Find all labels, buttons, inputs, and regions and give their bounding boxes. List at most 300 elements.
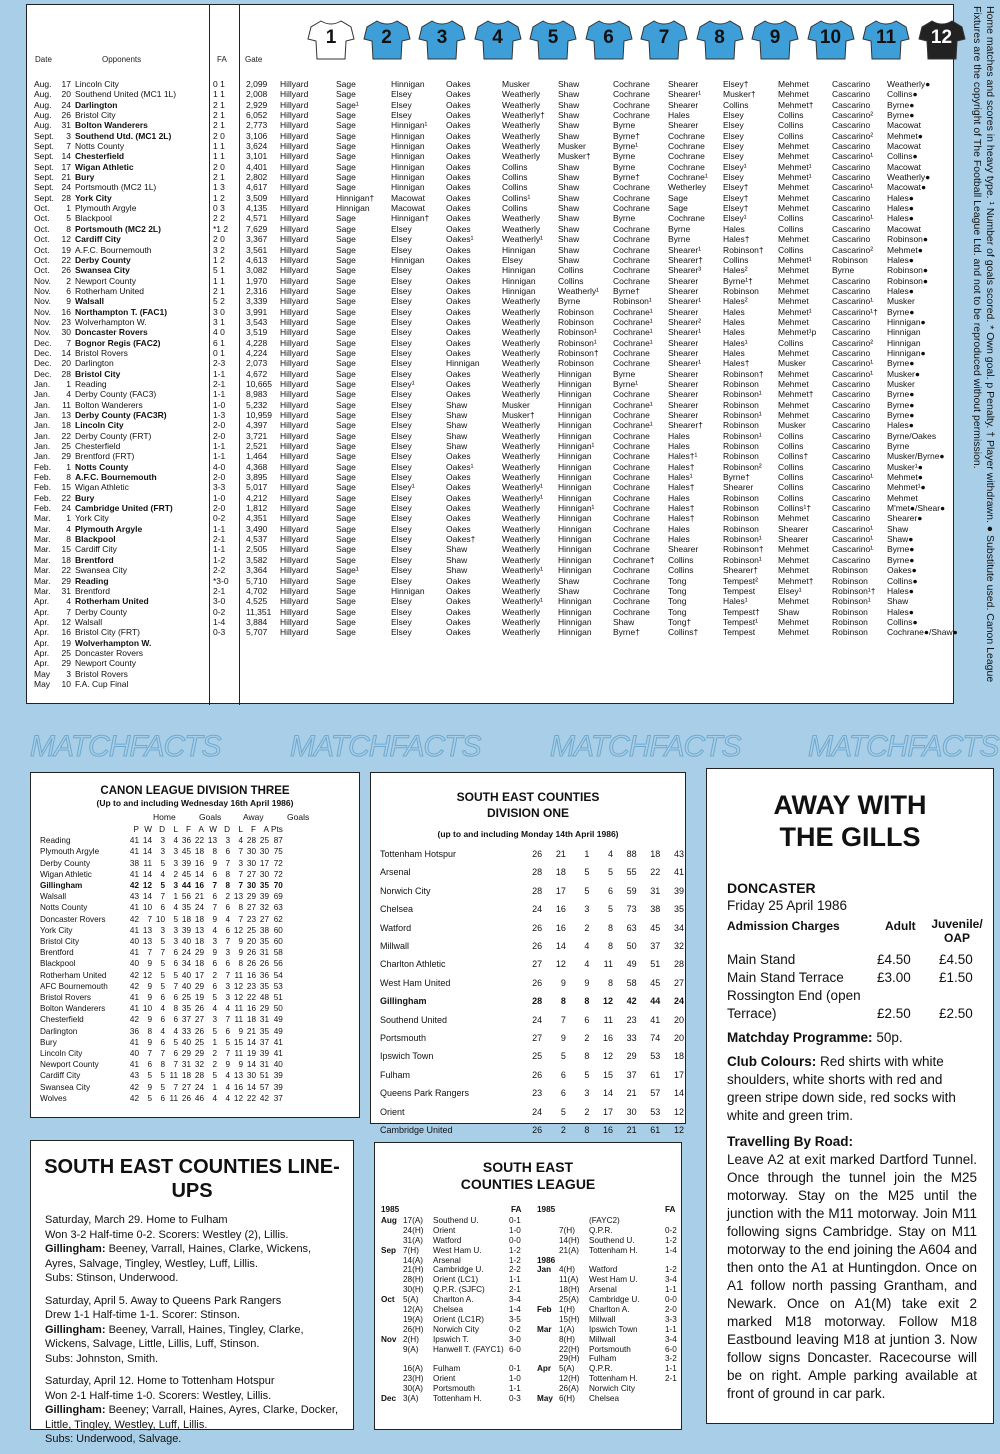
table-cell: 10 bbox=[155, 914, 165, 924]
team-name: Southend United bbox=[380, 1014, 448, 1025]
fixture-gate: 4,228 bbox=[246, 337, 268, 348]
fixture-player: Mehmet¹p bbox=[778, 327, 817, 338]
table-cell: 41 bbox=[273, 1049, 283, 1059]
secl-score: 0-1 bbox=[509, 1216, 521, 1225]
team-name: Brentford bbox=[40, 948, 74, 958]
secl-opponent: Chelsea bbox=[589, 1394, 620, 1404]
secl-opponent: Hanwell T. (FAYC1) bbox=[433, 1344, 504, 1354]
fixture-player: Robinson bbox=[723, 503, 759, 514]
fixture-player: Weatherly bbox=[502, 141, 541, 152]
fixture-player: Sage bbox=[336, 223, 356, 234]
fixture-player: Hillyard bbox=[280, 285, 309, 296]
fixture-score: 1-1 bbox=[213, 451, 226, 462]
fixture-player bbox=[668, 679, 708, 689]
fixture-month: Apr. bbox=[34, 596, 50, 607]
fixture-gate: 8,983 bbox=[246, 389, 268, 400]
league-col-header: L bbox=[173, 825, 178, 834]
fixture-player: Hales● bbox=[887, 192, 914, 203]
fixture-player: Hinnigan bbox=[558, 482, 592, 493]
table-cell: 6 bbox=[160, 1093, 165, 1103]
fixture-player: Sage bbox=[336, 161, 356, 172]
fixture-player: Shearer bbox=[668, 285, 699, 296]
table-cell: 26 bbox=[194, 1004, 204, 1014]
fixture-player: Musker bbox=[778, 358, 806, 369]
fixture-player: Sage bbox=[336, 151, 356, 162]
fixture-player: Oakes bbox=[446, 130, 471, 141]
secl-opponent: Chelsea bbox=[433, 1305, 464, 1315]
fixture-column bbox=[502, 79, 545, 689]
fixture-player: Mehmet¹ bbox=[778, 172, 812, 183]
fixture-player: Cochrane¹ bbox=[613, 327, 653, 338]
fixture-player: Cascarino bbox=[832, 223, 871, 234]
table-cell: 23 bbox=[626, 1014, 637, 1025]
fixture-player: Mehmet bbox=[778, 192, 809, 203]
secl-opponent: Q.P.R. bbox=[589, 1364, 613, 1374]
table-cell: 22 bbox=[194, 836, 204, 846]
secl-opponent: Portsmouth bbox=[433, 1384, 475, 1394]
fixture-player: Byrne† bbox=[613, 130, 640, 141]
table-cell: 6 bbox=[173, 1049, 178, 1059]
fixture-player: Oakes bbox=[446, 182, 471, 193]
fixture-day: 3 bbox=[66, 130, 71, 141]
table-cell: 20 bbox=[673, 1033, 684, 1044]
fixture-player: Weatherly bbox=[502, 347, 541, 358]
table-cell: 9 bbox=[147, 993, 152, 1003]
list-item bbox=[537, 1256, 687, 1266]
fixture-player: Collins● bbox=[887, 151, 918, 162]
table-cell: 17 bbox=[602, 1106, 613, 1117]
list-item bbox=[537, 1364, 687, 1374]
fixture-player: Oakes bbox=[446, 472, 471, 483]
table-cell: 30 bbox=[246, 881, 256, 891]
stand-name: Main Stand Terrace bbox=[727, 970, 844, 985]
table-cell: 5 bbox=[584, 1069, 590, 1080]
fixture-player: Mehmet bbox=[778, 410, 809, 420]
table-cell: 42 bbox=[129, 914, 139, 924]
table-cell: 2 bbox=[584, 1033, 590, 1044]
fixture-player: Hinnigan bbox=[887, 327, 921, 338]
list-item bbox=[381, 1275, 531, 1285]
fixture-player: Byrne† bbox=[613, 285, 640, 296]
fixture-player: Shaw bbox=[558, 213, 580, 224]
fixture-score: 1 1 bbox=[213, 141, 225, 152]
fixture-player: Collins bbox=[502, 203, 528, 214]
fixture-score: 4-0 bbox=[213, 461, 226, 472]
team-name: Chesterfield bbox=[40, 1015, 84, 1025]
fixture-player: Weatherly bbox=[502, 327, 541, 338]
lineup-subs: Subs: Stinson, Underwood. bbox=[45, 1272, 179, 1284]
fixture-day: 22 bbox=[61, 492, 71, 503]
fixture-player: Collins bbox=[778, 120, 804, 131]
fixture-player: Elsey¹ bbox=[723, 213, 747, 224]
table-cell: 9 bbox=[212, 914, 217, 924]
team-name: Gillingham bbox=[40, 881, 83, 891]
table-cell: 5 bbox=[212, 1071, 217, 1081]
fixture-score: 0-2 bbox=[213, 513, 226, 524]
fixture-player: Hillyard bbox=[280, 327, 309, 338]
fixture-opponent: Bognor Regis (FAC2) bbox=[75, 337, 161, 348]
fixture-player: Hales bbox=[723, 306, 745, 317]
fixture-player: Byrne● bbox=[887, 410, 915, 420]
fixture-month: Nov. bbox=[34, 306, 51, 317]
team-name: Bury bbox=[40, 1037, 57, 1047]
table-cell: 6 bbox=[173, 948, 178, 958]
table-row bbox=[379, 1103, 685, 1121]
secl-opponent: Cambridge U. bbox=[433, 1265, 484, 1275]
table-cell: 40 bbox=[181, 937, 191, 947]
table-cell: 23 bbox=[532, 1088, 543, 1099]
fixture-player: Sage bbox=[336, 378, 356, 389]
list-item bbox=[537, 1216, 687, 1226]
fixture-month: Nov. bbox=[34, 316, 51, 327]
fixture-player: Robinson¹ bbox=[723, 410, 762, 420]
table-cell: 42 bbox=[129, 981, 139, 991]
secl-score: 0-3 bbox=[509, 1394, 521, 1404]
table-cell: 25 bbox=[246, 925, 256, 935]
table-cell: 5 bbox=[160, 937, 165, 947]
fixture-player: Hinnigan bbox=[558, 534, 592, 545]
list-item bbox=[381, 1285, 531, 1295]
secl-opponent: Millwall bbox=[589, 1314, 616, 1324]
fixture-month: Aug. bbox=[34, 99, 52, 110]
table-cell: 72 bbox=[273, 858, 283, 868]
table-cell: 5 bbox=[212, 993, 217, 1003]
table-cell: 4 bbox=[225, 1071, 230, 1081]
fixture-player bbox=[502, 638, 545, 648]
fixture-player: Hillyard bbox=[280, 110, 309, 121]
fixture-day: 20 bbox=[61, 89, 71, 100]
table-cell: 6 bbox=[212, 981, 217, 991]
fixture-gate: 10,665 bbox=[246, 378, 272, 389]
fixture-player: Oakes bbox=[446, 89, 471, 100]
table-cell: 11 bbox=[143, 858, 152, 868]
secl-opponent: Ipswich T. bbox=[433, 1334, 469, 1344]
fixture-day: 22 bbox=[61, 565, 71, 576]
fixture-player bbox=[336, 648, 374, 658]
table-cell: 28 bbox=[532, 885, 543, 896]
fixture-player: Cochrane bbox=[613, 244, 650, 255]
list-item bbox=[381, 1345, 531, 1365]
fixture-player: Weatherly bbox=[502, 575, 541, 586]
league-col-header: L bbox=[238, 825, 243, 834]
lineups-panel bbox=[30, 1140, 354, 1445]
divider bbox=[209, 5, 210, 705]
fixture-column bbox=[280, 79, 308, 689]
secl-opponent: Q.P.R. (SJFC) bbox=[433, 1285, 485, 1295]
fixture-player: Collins bbox=[558, 265, 584, 276]
fixture-player: Sage bbox=[668, 192, 688, 203]
table-cell: 3 bbox=[225, 993, 230, 1003]
fixture-month: May bbox=[34, 668, 51, 679]
fixture-player: Sage bbox=[336, 596, 356, 607]
fixture-player: Elsey bbox=[391, 554, 412, 565]
fixture-player: Robinson bbox=[832, 616, 868, 627]
table-cell: 31 bbox=[650, 885, 661, 896]
table-cell: 7 bbox=[160, 948, 165, 958]
fixture-player: Hillyard bbox=[280, 316, 309, 327]
fixture-player: Shaw bbox=[446, 544, 468, 555]
fixture-player: Byrne† bbox=[613, 172, 640, 183]
fixture-gate: 3,082 bbox=[246, 265, 268, 276]
fixture-month: Mar. bbox=[34, 565, 51, 576]
fixture-player: Elsey bbox=[391, 430, 412, 441]
fixture-player: Hales† bbox=[668, 503, 695, 514]
fixture-opponent: Plymouth Argyle bbox=[75, 203, 137, 214]
secl-opponent: Tottenham H. bbox=[433, 1394, 482, 1404]
table-cell: 18 bbox=[673, 1051, 684, 1062]
team-name: Queens Park Rangers bbox=[380, 1088, 470, 1099]
table-cell: 16 bbox=[194, 881, 204, 891]
fixture-player: Sage bbox=[336, 182, 356, 193]
fixture-player: Hinnigan¹ bbox=[391, 120, 428, 131]
fixture-player: Byrne bbox=[832, 265, 855, 276]
fixture-player: Musker bbox=[887, 296, 915, 307]
fixture-player: Oakes bbox=[446, 492, 471, 503]
fixture-gate bbox=[246, 669, 272, 679]
table-cell: 9 bbox=[147, 1015, 152, 1025]
fixture-player: Collins bbox=[723, 99, 749, 110]
fixture-opponent: Darlington bbox=[75, 99, 118, 110]
fixture-player: Sage bbox=[336, 172, 356, 183]
fixture-player: Sage bbox=[336, 130, 356, 141]
fixture-player: Weatherly† bbox=[502, 110, 545, 121]
table-cell: 14 bbox=[142, 869, 152, 879]
fixture-player: Shaw bbox=[446, 420, 468, 431]
fixture-day: 7 bbox=[66, 606, 71, 617]
team-name: Doncaster Rovers bbox=[40, 914, 106, 924]
table-cell: 27 bbox=[181, 1082, 191, 1092]
table-cell: 6 bbox=[212, 869, 217, 879]
fixture-player bbox=[778, 679, 816, 689]
fixture-opponent: Cambridge United (FRT) bbox=[75, 503, 173, 514]
fixture-player: Robinson¹ bbox=[613, 296, 652, 307]
fixture-player: Byrne● bbox=[887, 389, 915, 400]
secl-opponent: Q.P.R. bbox=[589, 1225, 613, 1235]
fixture-player: Hales† bbox=[723, 234, 750, 245]
fixture-player: Sage bbox=[336, 441, 356, 452]
team-name: Fulham bbox=[380, 1069, 411, 1080]
fixture-player: Elsey bbox=[391, 296, 412, 307]
fixture-player: Cochrane bbox=[613, 503, 650, 514]
fixture-player: Cochrane¹ bbox=[668, 172, 708, 183]
fixture-month: Oct. bbox=[34, 244, 50, 255]
fixture-player: Oakes bbox=[446, 223, 471, 234]
road-directions: Leave A2 at exit marked Dartford Tunnel. Once through the tunnel join the M25 motorway. Stay on the M25 until the junction with the M11 motorway. Join M11 following signs Cambridge. Stay on M11 motorway to the end joining the A604 and then onto the A1 at Huntingdon. Once on A1 follow north passing Grantham, and Newark. Once on A1(M) take exit 2 marked M18 motorway. Follow M18 Eastbound leaving M18 at juntion 3. Now follow signs Doncaster. Racecourse will be on right. Ample parking available at front of ground in car park. bbox=[727, 1152, 977, 1401]
fixture-score: 0 3 bbox=[213, 203, 225, 214]
fixture-day: 4 bbox=[66, 523, 71, 534]
list-item bbox=[537, 1345, 687, 1355]
juvenile-price: £2.50 bbox=[939, 1006, 973, 1021]
fixture-player: Shaw bbox=[446, 565, 468, 576]
fixture-player: Weatherly bbox=[502, 306, 541, 317]
table-cell: 8 bbox=[584, 1051, 590, 1062]
secl-date: 25(A) bbox=[559, 1295, 580, 1305]
fixture-opponent: Cardiff City bbox=[75, 234, 121, 245]
table-cell: 18 bbox=[194, 959, 204, 969]
fixture-player: Robinson† bbox=[723, 368, 764, 379]
fixture-player: Hales¹ bbox=[723, 596, 748, 607]
table-cell: 7 bbox=[212, 903, 217, 913]
table-cell: 16 bbox=[194, 858, 204, 868]
fixture-player bbox=[336, 669, 374, 679]
table-cell: 21 bbox=[555, 849, 566, 859]
fixture-month: Dec. bbox=[34, 368, 52, 379]
team-name: West Ham United bbox=[380, 977, 451, 988]
fixture-player bbox=[391, 658, 429, 668]
table-cell: 6 bbox=[560, 1088, 566, 1099]
fixture-month: Nov. bbox=[34, 285, 51, 296]
table-row bbox=[39, 1037, 284, 1048]
fixture-gate: 3,991 bbox=[246, 306, 268, 317]
list-item bbox=[381, 1335, 531, 1345]
table-cell: 3 bbox=[160, 925, 165, 935]
fixture-player: Cascarino bbox=[832, 378, 871, 389]
shirt-icon bbox=[529, 17, 577, 61]
fixture-player: Tempest bbox=[723, 627, 756, 638]
fixture-player: Cochrane¹ bbox=[613, 316, 653, 327]
table-cell: 31 bbox=[181, 1060, 191, 1070]
team-name: Wigan Athletic bbox=[40, 869, 92, 879]
team-name: Arsenal bbox=[380, 867, 411, 878]
fixture-player: Shearer¹ bbox=[668, 327, 702, 338]
fixture-player: Shaw bbox=[558, 99, 580, 110]
fixture-player: Cochrane bbox=[668, 141, 705, 152]
fixture-player: Collins bbox=[778, 430, 804, 441]
fixture-player: Sage bbox=[336, 554, 356, 565]
fixture-opponent: Derby County (FAC3) bbox=[75, 389, 157, 400]
fixture-player: Hillyard bbox=[280, 606, 309, 617]
table-cell: 3 bbox=[584, 904, 590, 915]
table-cell: 6 bbox=[225, 847, 230, 857]
fixture-player: Sage bbox=[336, 296, 356, 307]
table-cell: 26 bbox=[532, 977, 543, 988]
gate-header: Gate bbox=[245, 55, 263, 64]
fixture-gate: 3,624 bbox=[246, 141, 268, 152]
fixture-player: Sage bbox=[336, 544, 356, 555]
league-col-header: F bbox=[250, 825, 256, 834]
fixture-score: *3-0 bbox=[213, 575, 229, 586]
secl-score: 2-2 bbox=[509, 1265, 521, 1275]
table-cell: 33 bbox=[181, 1026, 191, 1036]
table-row bbox=[379, 1047, 685, 1065]
fixture-player: Hales● bbox=[887, 254, 914, 265]
fixture-player: Hillyard bbox=[280, 513, 309, 524]
fixture-player: Hales¹ bbox=[723, 337, 748, 348]
fixture-month: Apr. bbox=[34, 647, 50, 658]
league-table bbox=[39, 824, 284, 1104]
secl-score: 0-1 bbox=[509, 1364, 521, 1374]
table-cell: 48 bbox=[259, 993, 269, 1003]
secl-year-right: 1985 bbox=[537, 1205, 556, 1214]
secl-score: 1-1 bbox=[665, 1285, 677, 1295]
fixture-score: 1-0 bbox=[213, 399, 226, 410]
side-note: Home matches and scores in heavy type. ¹ Number of goals scored. * Own goal. p Penalty. † Player withdrawn. ● Substitute used. Canon League Fixtures are the copyright of The Football League Ltd. and not to be reproduced without permission. bbox=[971, 6, 996, 683]
fixture-month: Sept. bbox=[34, 130, 54, 141]
table-cell: 22 bbox=[650, 867, 661, 878]
table-row bbox=[39, 1070, 284, 1081]
shirt-number: 10 bbox=[819, 27, 842, 48]
table-cell: 26 bbox=[246, 948, 256, 958]
fixture-player: Oakes bbox=[446, 254, 471, 265]
fixture-player: Byrne● bbox=[887, 306, 915, 317]
fixture-player: Oakes bbox=[446, 151, 471, 162]
fixture-player: Oakes bbox=[446, 192, 471, 203]
league-table-title: CANON LEAGUE DIVISION THREE bbox=[100, 785, 290, 797]
fixture-player: Sage bbox=[336, 327, 356, 338]
fixture-player: Elsey† bbox=[723, 182, 749, 193]
table-cell: 7 bbox=[225, 858, 230, 868]
fixture-player: Shaw bbox=[558, 244, 580, 255]
secl-date: 12(H) bbox=[559, 1374, 580, 1384]
fixture-player: Collins bbox=[778, 441, 804, 452]
secl-score: 3-2 bbox=[665, 1354, 677, 1364]
fixture-player: Mehmet bbox=[778, 347, 809, 358]
fixture-player: Cascarino² bbox=[832, 244, 874, 255]
fixture-column bbox=[336, 79, 374, 689]
table-cell: 7 bbox=[173, 981, 178, 991]
fixture-player: Cochrane bbox=[613, 451, 650, 462]
fixture-player: Robinson† bbox=[723, 544, 764, 555]
fixture-player: Hinnigan bbox=[391, 79, 425, 89]
table-cell: 7 bbox=[212, 881, 217, 891]
fixture-day: 4 bbox=[66, 389, 71, 400]
lineup-team-label: Gillingham: bbox=[45, 1404, 106, 1416]
secl-date: 26(H) bbox=[403, 1324, 424, 1334]
fixture-player: Hillyard bbox=[280, 347, 309, 358]
fixture-player: Hillyard bbox=[280, 420, 309, 431]
fixture-score: 2 0 bbox=[213, 161, 225, 172]
fixture-player: Hinnigan bbox=[558, 523, 592, 534]
fixture-player: Shaw bbox=[558, 585, 580, 596]
table-cell: 24 bbox=[532, 904, 543, 915]
fixture-day: 28 bbox=[61, 368, 71, 379]
fixture-player: Hillyard bbox=[280, 503, 309, 514]
fixture-player bbox=[887, 669, 958, 679]
fixture-player: Byrne† bbox=[723, 472, 750, 483]
secl-score: 2-1 bbox=[509, 1285, 521, 1295]
fixture-player: Mehmet bbox=[778, 399, 809, 410]
fixture-player: Hales bbox=[668, 492, 690, 503]
fixture-player: Elsey bbox=[391, 503, 412, 514]
fixture-gate: 6,052 bbox=[246, 110, 268, 121]
secl-opponent: Southend U. bbox=[589, 1235, 635, 1245]
fixture-month: Dec. bbox=[34, 337, 52, 348]
table-cell: 5 bbox=[160, 959, 165, 969]
table-cell: 30 bbox=[626, 1106, 637, 1117]
table-cell: 34 bbox=[673, 922, 684, 933]
fixture-month: Feb. bbox=[34, 482, 52, 493]
fixture-player: Shaw bbox=[558, 161, 580, 172]
table-cell: 61 bbox=[650, 1125, 661, 1136]
fixture-player: Byrne● bbox=[887, 399, 915, 410]
fa-header: FA bbox=[217, 55, 227, 64]
away-panel bbox=[706, 768, 994, 1424]
table-cell: 26 bbox=[259, 959, 269, 969]
fixture-player: Musker† bbox=[502, 410, 535, 420]
fixture-player: Cochrane bbox=[613, 410, 650, 420]
fixture-score: 2-3 bbox=[213, 358, 226, 369]
fixture-gate: 4,397 bbox=[246, 420, 268, 431]
fixture-player: Tong bbox=[668, 575, 687, 586]
table-cell: 7 bbox=[225, 970, 230, 980]
secl-opponent: Fulham bbox=[589, 1354, 617, 1364]
fixture-player: Hinnigan bbox=[558, 389, 592, 400]
table-cell: 8 bbox=[607, 977, 613, 988]
fixture-player: Shearer bbox=[668, 347, 699, 358]
fixture-player: Hinnigan bbox=[558, 565, 592, 576]
fixture-player: Mehmet† bbox=[778, 99, 814, 110]
fixture-player: Oakes bbox=[446, 120, 471, 131]
